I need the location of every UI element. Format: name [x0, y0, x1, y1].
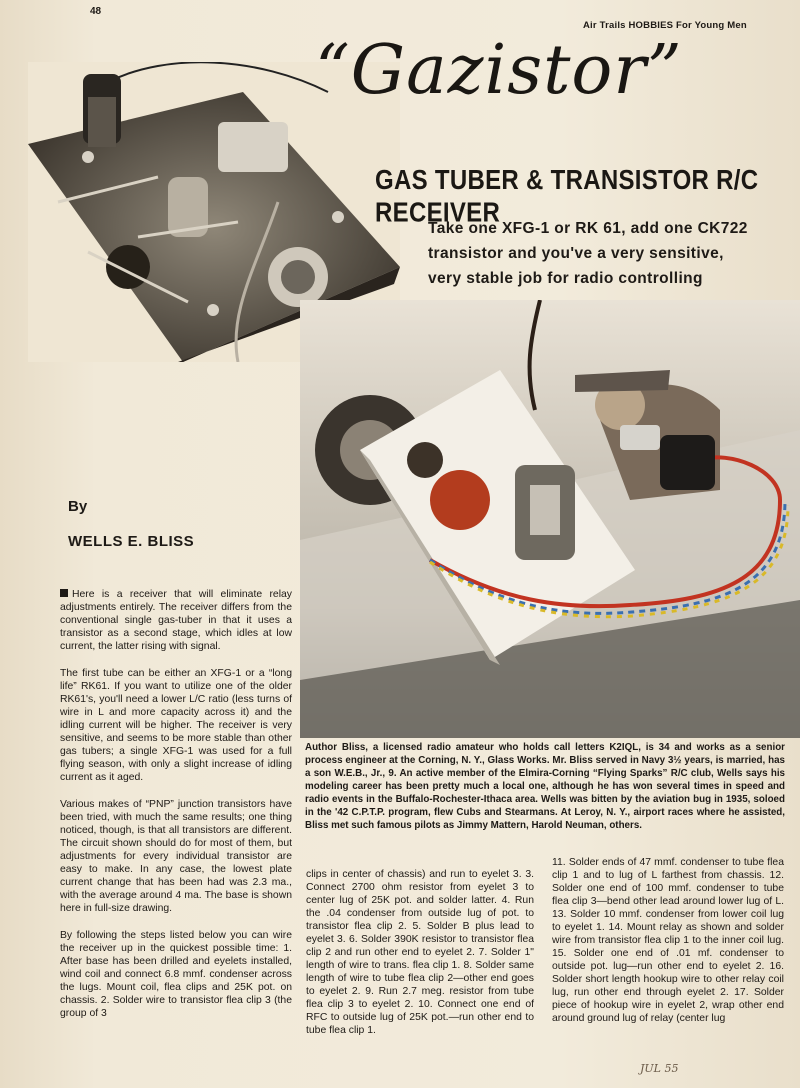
- deck-line: Take one XFG-1 or RK 61, add one CK722: [428, 220, 748, 237]
- body-column-3: 11. Solder ends of 47 mmf. condenser to tube flea clip 1 and to lug of L farthest from chassis. 12. Solder one end of 100 mmf. condenser to tube flea clip 3—bend other lead around lower lug of L. 13. Solder 10 mmf. condenser from lower coil lug to eyelet 1. 14. Mount relay as shown and solder wire from transistor flea clip 1 to the inner coil lug. 15. Solder one end of .01 mf. condenser to outside pot. lug—run other end to eyelet 2. 16. Solder short length hookup wire to other relay coil lug, run other end through eyelet 2. 17. Solder piece of hookup wire in eyelet 2, wrap other end around ground lug of relay (center lug: [552, 857, 784, 1024]
- page-number: 48: [90, 6, 102, 17]
- photo-caption: Author Bliss, a licensed radio amateur who holds call letters K2IQL, is 34 and works as a senior process engineer at the Corning, N. Y., Glass Works. Mr. Bliss served in Navy 3½ years, is married, has a son W.E.B., Jr., 9. An active member of the Elmira-Corning “Flying Sparks” R/C club, Wells says his modeling career has been pretty much a local one, although he has won several times in speed and radio events in the Buffalo-Rochester-Ithaca area. Wells was bitten by the aviation bug in 1935, soloed in the '42 C.P.T.P. program, flew Cubs and Stearmans. At Leroy, N. Y., airport races where he assisted, Bliss met such famous pilots as Jimmy Mattern, Harold Neuman, others.: [305, 742, 785, 831]
- article-deck: [428, 216, 783, 291]
- article-subtitle: GAS TUBER & TRANSISTOR R/C RECEIVER: [375, 165, 759, 229]
- deck-line: very stable job for radio controlling: [428, 270, 703, 287]
- body-paragraph: By following the steps listed below you can wire the receiver up in the quickest possible time: 1. After base has been drilled and eyelets installed, wind coil and connect 6.8 mmf. condenser across the lugs. Mount coil, flea clips and 25K pot. on chassis. 2. Solder wire to transistor flea clip 3 (the group of 3: [60, 930, 292, 1019]
- body-paragraph: Various makes of “PNP” junction transistors have been tried, with much the same results; one thing noticed, though, is that all transistors are different. The circuit shown should do for most of them, but adjustments for every individual transistor are easy to make. In any case, the lowest plate current change that has been had was 2.3 ma., with the average around 4 ma. The base is shown here in full-size drawing.: [60, 799, 292, 914]
- body-paragraph: The first tube can be either an XFG-1 or a “long life” RK61. If you want to utilize one of the older RK61's, you'll need a lower L/C ratio (less turns of wire in L and more capacity across it) and the idling current will be higher. The receiver is very sensitive, and seems to be more stable than other gas tubers; a single XFG-1 was used for a full flying season, with only a slight increase of idling current as it aged.: [60, 668, 292, 783]
- handwritten-note: JUL 55: [640, 1062, 679, 1075]
- author-receiver-photo: [300, 300, 800, 738]
- body-column-2: clips in center of chassis) and run to eyelet 3. 3. Connect 2700 ohm resistor from eyelet 3 to center lug of 25K pot. and solder latter. 4. Run the .04 condenser from outside lug of pot. to transistor flea clip 2. 5. Solder B plus lead to eyelet 3. 6. Solder 390K resistor to transistor flea clip 2 and run other end to eyelet 2. 7. Solder 1" length of wire to trans. flea clip 1. 8. Solder same length of wire to tube flea clip 2—other end goes to eyelet 2. 9. Run 2.7 meg. resistor from tube flea clip 3 to eyelet 2. 10. Connect one end of RFC to outside lug of 25K pot.—run other end to tube flea clip 1.: [306, 869, 534, 1036]
- paragraph-marker-icon: [60, 589, 68, 597]
- article-title: “Gazistor”: [315, 31, 683, 110]
- body-paragraph: Here is a receiver that will eliminate relay adjustments entirely. The receiver differs from the conventional single gas-tuber in that it uses a transistor as a second stage, which idles at low current, the latter rising with signal.: [60, 589, 292, 652]
- byline-by: By: [68, 498, 88, 515]
- body-column-1: [60, 588, 292, 1034]
- running-header: Air Trails HOBBIES For Young Men: [583, 20, 747, 31]
- byline-author: WELLS E. BLISS: [68, 533, 195, 550]
- deck-line: transistor and you've a very sensitive,: [428, 245, 724, 262]
